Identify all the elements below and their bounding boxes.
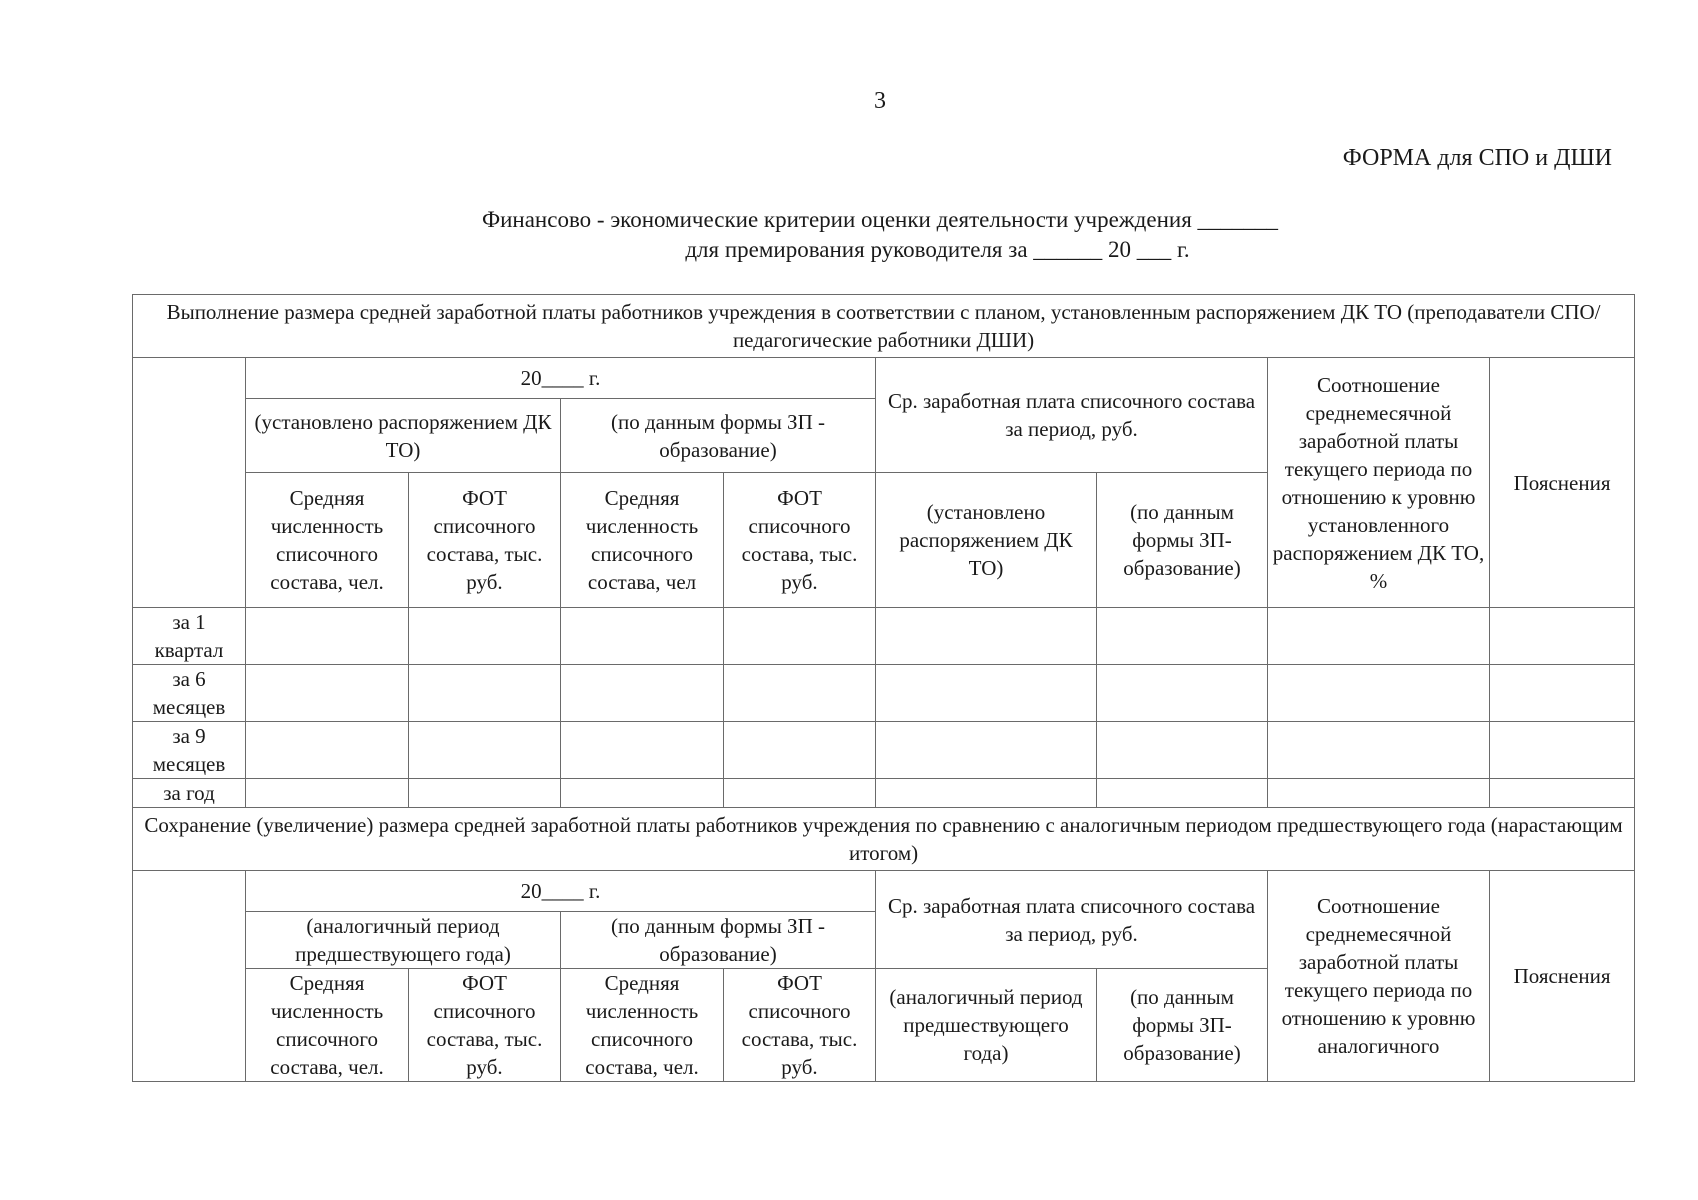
document-title [0,205,1698,265]
input-cell[interactable] [409,779,561,808]
table-row [133,608,1635,665]
row-label: за 6 месяцев [133,665,246,722]
input-cell[interactable] [561,722,724,779]
input-cell[interactable] [876,608,1097,665]
section1-col-salary-a: (установлено распоряжением ДК ТО) [876,473,1097,608]
section2-col-salary-b: (по данным формы ЗП- образование) [1097,969,1268,1082]
title-line-1: Финансово - экономические критерии оценки деятельности учреждения _______ [481,207,1279,232]
input-cell[interactable] [1268,722,1490,779]
input-cell[interactable] [409,665,561,722]
section2-col-headcount-a: Средняя численность списочного состава, чел. [246,969,409,1082]
input-cell[interactable] [1097,608,1268,665]
section1-year-header: 20____ г. [246,358,876,399]
section1-col-salary-b: (по данным формы ЗП- образование) [1097,473,1268,608]
row-label: за 1 квартал [133,608,246,665]
criteria-table [132,294,1635,1082]
input-cell[interactable] [1490,722,1635,779]
table-row [133,665,1635,722]
input-cell[interactable] [246,722,409,779]
section1-caption: Выполнение размера средней заработной платы работников учреждения в соответствии с планом, установленным распоряжением ДК ТО (преподаватели СПО/педагогические работники ДШИ) [133,295,1635,358]
input-cell[interactable] [876,665,1097,722]
section2-notes-header: Пояснения [1490,871,1635,1082]
section2-col-fot-b: ФОТ списочного состава, тыс. руб. [724,969,876,1082]
table-row [133,722,1635,779]
input-cell[interactable] [876,722,1097,779]
input-cell[interactable] [1097,665,1268,722]
section1-col-fot-a: ФОТ списочного состава, тыс. руб. [409,473,561,608]
input-cell[interactable] [1490,779,1635,808]
row-label: за год [133,779,246,808]
section1-notes-header: Пояснения [1490,358,1635,608]
input-cell[interactable] [724,722,876,779]
input-cell[interactable] [1490,608,1635,665]
form-label: ФОРМА для СПО и ДШИ [1342,145,1612,171]
section2-group-a-header: (аналогичный период предшествующего года) [246,912,561,969]
section2-col-salary-a: (аналогичный период предшествующего года) [876,969,1097,1082]
section1-ratio-header: Соотношение среднемесячной заработной платы текущего периода по отношению к уровню установленного распоряжением ДК ТО, % [1268,358,1490,608]
section2-caption: Сохранение (увеличение) размера средней заработной платы работников учреждения по сравнению с аналогичным периодом предшествующего года (нарастающим итогом) [133,808,1635,871]
input-cell[interactable] [724,608,876,665]
input-cell[interactable] [246,779,409,808]
section2-row-label-header [133,871,246,1082]
title-line-2: для премирования руководителя за ______ 20 ___ г. [685,237,1190,262]
input-cell[interactable] [561,779,724,808]
input-cell[interactable] [409,722,561,779]
input-cell[interactable] [1268,665,1490,722]
section1-group-a-header: (установлено распоряжением ДК ТО) [246,399,561,473]
table-row [133,779,1635,808]
section1-col-headcount-a: Средняя численность списочного состава, чел. [246,473,409,608]
page-number: 3 [874,88,886,114]
row-label: за 9 месяцев [133,722,246,779]
input-cell[interactable] [876,779,1097,808]
input-cell[interactable] [1268,779,1490,808]
section1-col-fot-b: ФОТ списочного состава, тыс. руб. [724,473,876,608]
section2-col-headcount-b: Средняя численность списочного состава, чел. [561,969,724,1082]
input-cell[interactable] [1097,779,1268,808]
input-cell[interactable] [1490,665,1635,722]
section2-group-b-header: (по данным формы ЗП - образование) [561,912,876,969]
input-cell[interactable] [246,608,409,665]
input-cell[interactable] [1097,722,1268,779]
section2-ratio-header: Соотношение среднемесячной заработной платы текущего периода по отношению к уровню аналогичного [1268,871,1490,1082]
input-cell[interactable] [724,779,876,808]
input-cell[interactable] [561,665,724,722]
input-cell[interactable] [246,665,409,722]
input-cell[interactable] [561,608,724,665]
input-cell[interactable] [409,608,561,665]
section1-row-label-header [133,358,246,608]
input-cell[interactable] [1268,608,1490,665]
input-cell[interactable] [724,665,876,722]
section2-col-fot-a: ФОТ списочного состава, тыс. руб. [409,969,561,1082]
section1-col-headcount-b: Средняя численность списочного состава, чел [561,473,724,608]
section1-salary-header: Ср. заработная плата списочного состава за период, руб. [876,358,1268,473]
section2-salary-header: Ср. заработная плата списочного состава за период, руб. [876,871,1268,969]
section1-group-b-header: (по данным формы ЗП - образование) [561,399,876,473]
section2-year-header: 20____ г. [246,871,876,912]
